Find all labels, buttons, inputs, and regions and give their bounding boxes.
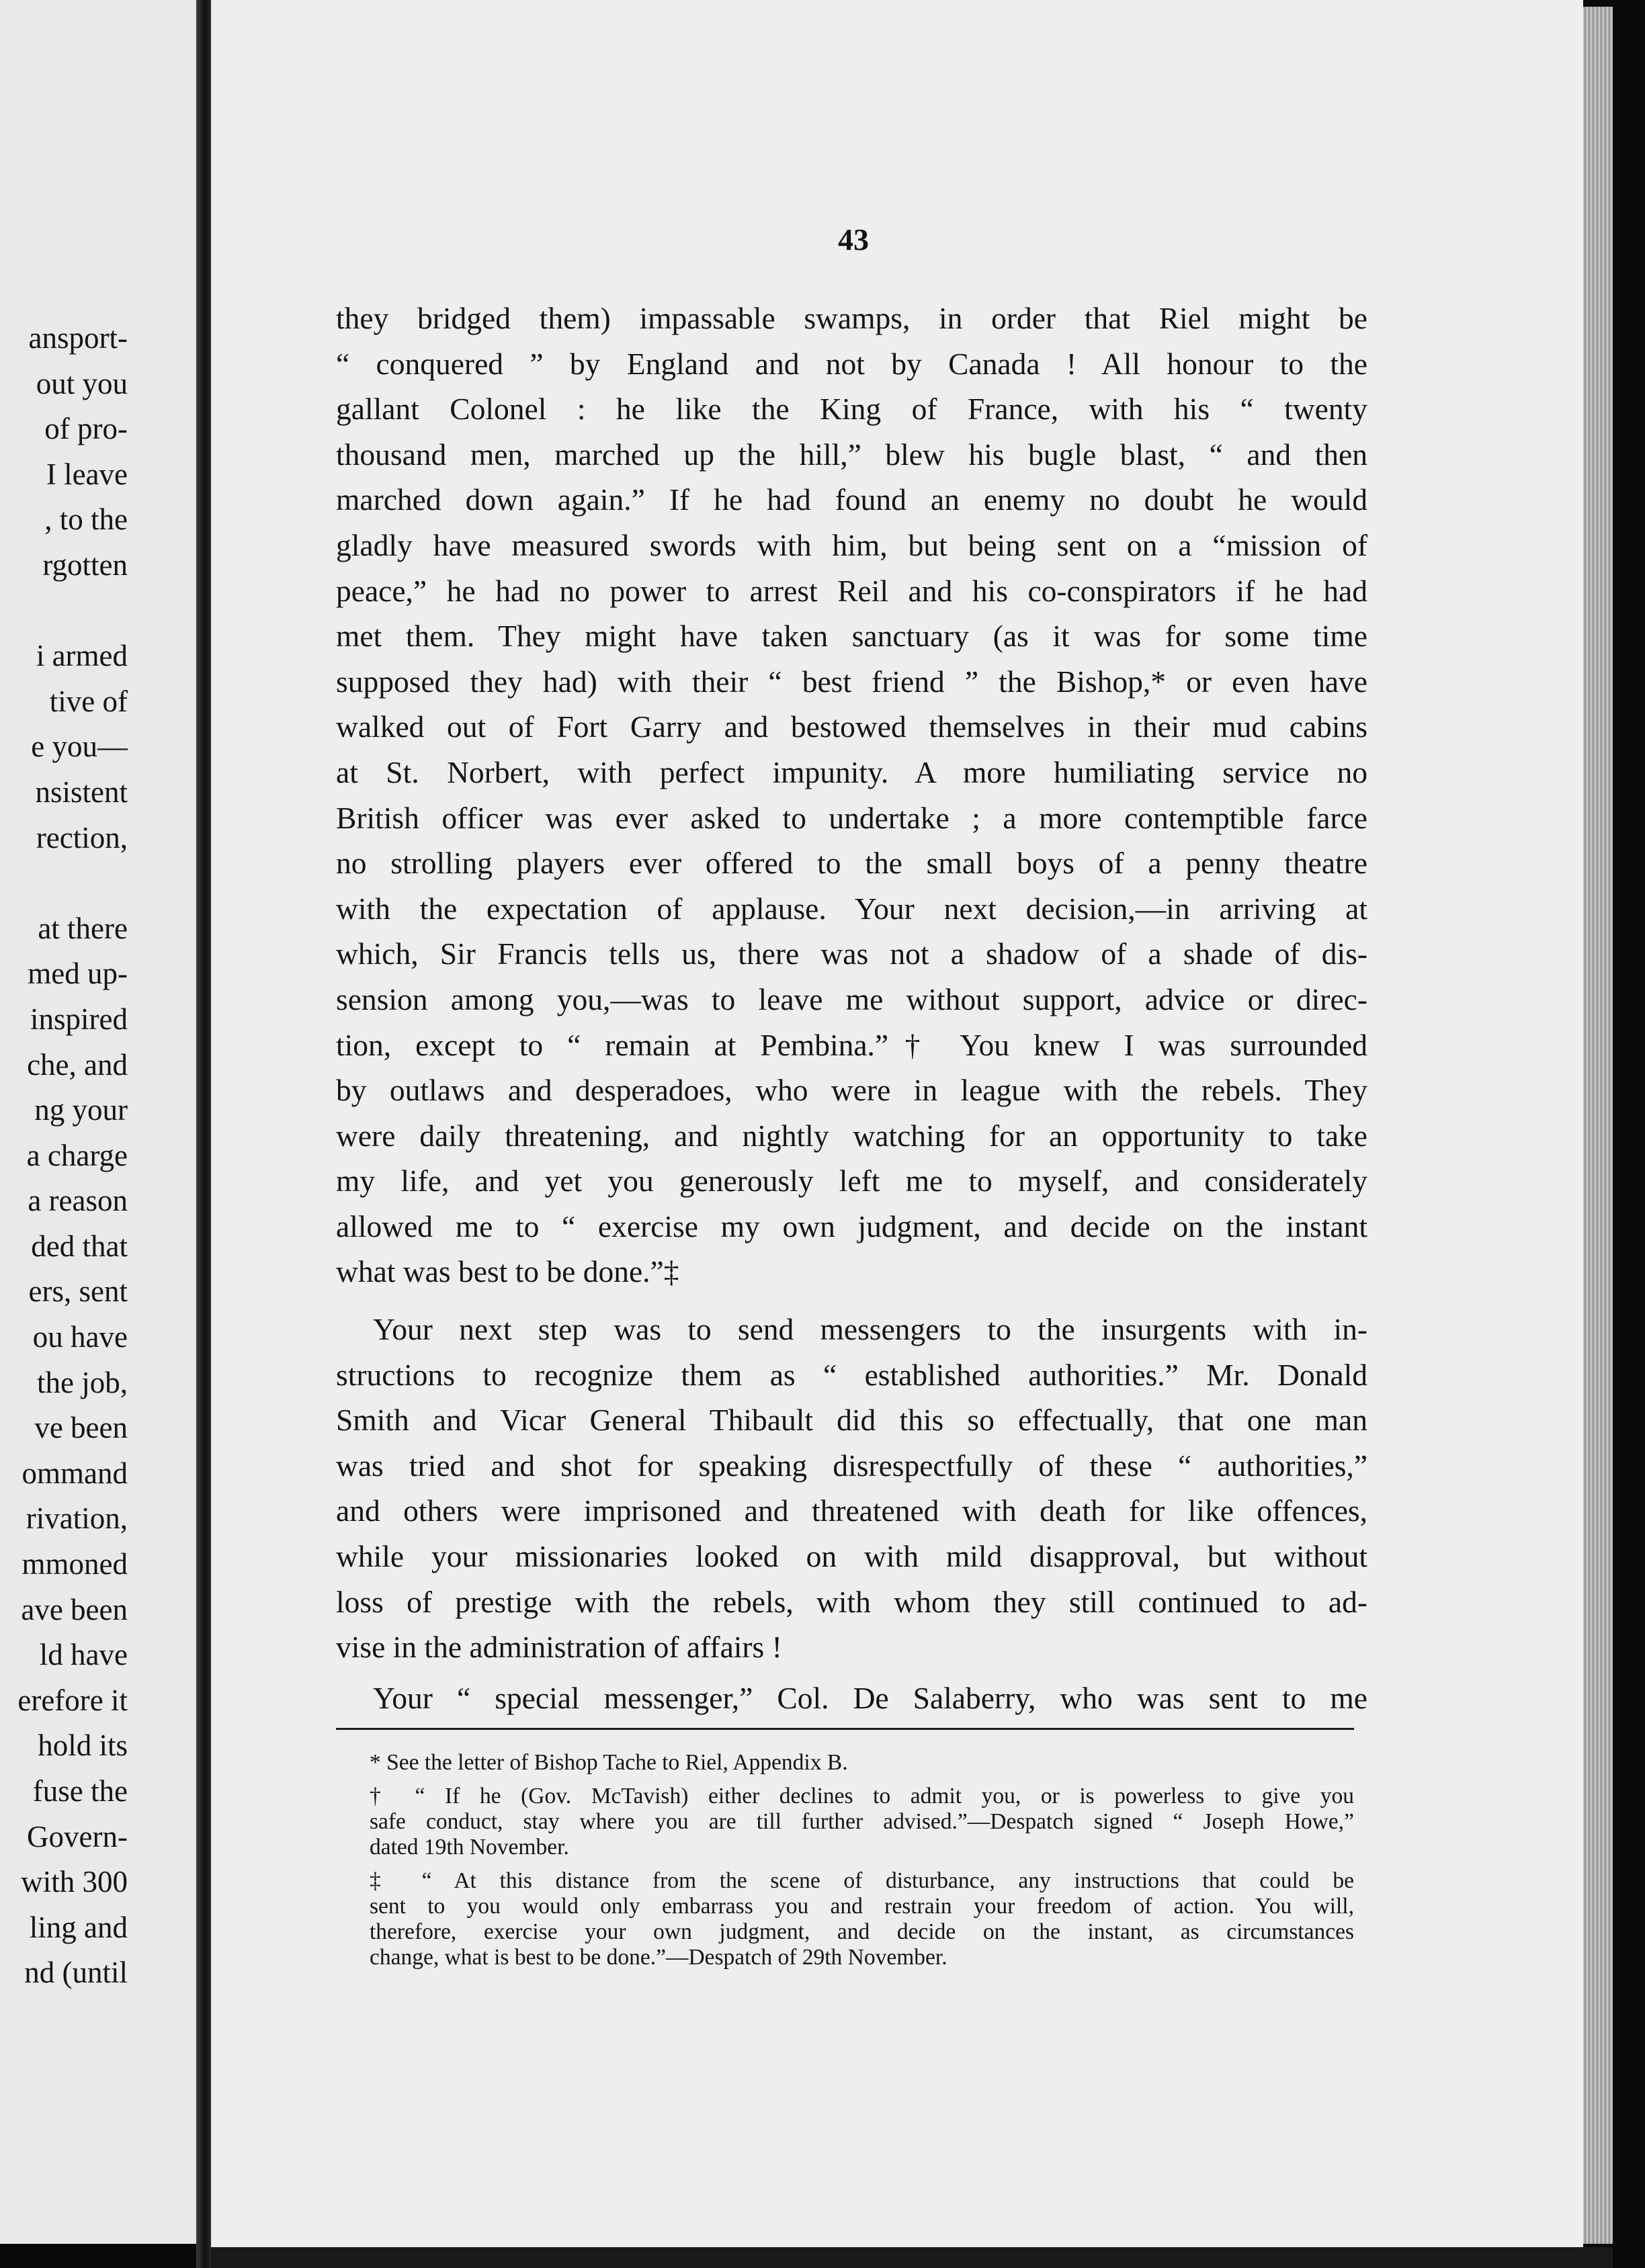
footnote-line: sent to you would only embarrass you and restrain your freedom of action. You will, [370, 1894, 1354, 1919]
left-page-line: ers, sent [28, 1274, 128, 1309]
left-page-line: the job, [37, 1365, 128, 1399]
paragraph-1 [336, 296, 1367, 1295]
text-line: loss of prestige with the rebels, with whom they still continued to ad- [336, 1584, 1367, 1619]
left-page-line: out you [36, 366, 128, 400]
text-line: thousand men, marched up the hill,” blew his bugle blast, “ and then [336, 437, 1367, 472]
left-page-line [0, 588, 134, 634]
footnote-line: † “ If he (Gov. McTavish) either declines to admit you, or is powerless to give you [370, 1784, 1354, 1808]
left-page-fragment [0, 0, 196, 2244]
left-page-line: fuse the [32, 1774, 128, 1808]
text-line: by outlaws and desperadoes, who were in league with the rebels. They [336, 1073, 1367, 1108]
page-number: 43 [838, 222, 869, 257]
left-page-line: ou have [32, 1320, 128, 1354]
text-line: supposed they had) with their “ best friend ” the Bishop,* or even have [336, 664, 1367, 699]
body-text [336, 296, 1367, 1720]
paragraph-2 [336, 1307, 1367, 1670]
left-page-line: inspired [30, 1002, 128, 1036]
book-gutter [196, 0, 211, 2268]
text-line: allowed me to “ exercise my own judgment, and decide on the instant [336, 1209, 1367, 1244]
footnote-line: therefore, exercise your own judgment, and decide on the instant, as circumstances [370, 1919, 1354, 1944]
page-edges [1583, 7, 1613, 2244]
text-line: which, Sir Francis tells us, there was not a shadow of a shade of dis- [336, 936, 1367, 971]
text-line: and others were imprisoned and threatened with death for like offences, [336, 1493, 1367, 1528]
footnote-bishop-tache [370, 1750, 1354, 1776]
text-line: no strolling players ever offered to the small boys of a penny theatre [336, 846, 1367, 881]
left-page-line: e you— [31, 730, 128, 764]
left-page-line: of pro- [44, 412, 128, 446]
text-line: sension among you,—was to leave me without support, advice or direc- [336, 982, 1367, 1016]
text-line: was tried and shot for speaking disrespectfully of these “ authorities,” [336, 1448, 1367, 1483]
footnote-line: * See the letter of Bishop Tache to Riel, Appendix B. [370, 1750, 848, 1775]
text-line: they bridged them) impassable swamps, in order that Riel might be [336, 301, 1367, 335]
footnote-line: ‡ “ At this distance from the scene of disturbance, any instructions that could be [370, 1868, 1354, 1893]
left-page-line: rivation, [26, 1501, 128, 1536]
left-page-line: ve been [34, 1411, 128, 1445]
left-page-line: nd (until [24, 1956, 128, 1990]
left-page-line: , to the [44, 503, 128, 537]
text-line: marched down again.” If he had found an enemy no doubt he would [336, 482, 1367, 517]
footnote-line: dated 19th November. [370, 1835, 569, 1860]
text-line: while your missionaries looked on with mild disapproval, but without [336, 1539, 1367, 1574]
left-page-line: rgotten [42, 548, 128, 582]
left-page-text [0, 316, 134, 1996]
left-page-line: med up- [28, 957, 128, 991]
left-page-line: tive of [49, 684, 128, 718]
left-page-line: erefore it [17, 1683, 128, 1717]
text-line: Your “ special messenger,” Col. De Salaberry, who was sent to me [373, 1680, 1367, 1715]
text-line: Smith and Vicar General Thibault did this so effectually, that one man [336, 1403, 1367, 1438]
book-bottom-edge [211, 2247, 1613, 2268]
left-page-line: ld have [39, 1638, 128, 1672]
left-page-line: ave been [21, 1592, 128, 1626]
text-line: “ conquered ” by England and not by Canada ! All honour to the [336, 346, 1367, 381]
left-page-line: with 300 [21, 1865, 128, 1899]
left-page-line: a charge [26, 1138, 128, 1172]
text-line: my life, and yet you generously left me to myself, and considerately [336, 1164, 1367, 1198]
text-line: peace,” he had no power to arrest Reil and his co-conspirators if he had [336, 573, 1367, 608]
left-page-line: ommand [22, 1456, 128, 1490]
paragraph-3 [336, 1675, 1367, 1721]
left-page-line: Govern- [27, 1819, 128, 1853]
left-page-line: ded that [31, 1229, 128, 1263]
left-page-line: mmoned [22, 1547, 128, 1581]
left-page-line: ng your [34, 1093, 128, 1127]
left-page-line: ling and [29, 1910, 128, 1944]
text-line: what was best to be done.”‡ [336, 1254, 679, 1289]
left-page-line: i armed [36, 639, 128, 673]
text-line: gladly have measured swords with him, but being sent on a “mission of [336, 527, 1367, 562]
text-line: were daily threatening, and nightly watching for an opportunity to take [336, 1118, 1367, 1153]
text-line: tion, except to “ remain at Pembina.”† You knew I was surrounded [336, 1027, 1367, 1062]
left-page-line: che, and [27, 1047, 128, 1082]
footnote-rule [336, 1728, 1354, 1730]
text-line: with the expectation of applause. Your next decision,—in arriving at [336, 891, 1367, 926]
footnote-line: change, what is best to be done.”—Despatch of 29th November. [370, 1945, 947, 1970]
left-page-line: at there [38, 911, 128, 945]
left-page-line [0, 861, 134, 906]
footnote-joseph-howe [370, 1784, 1354, 1860]
text-line: walked out of Fort Garry and bestowed themselves in their mud cabins [336, 709, 1367, 744]
left-page-line: nsistent [35, 775, 128, 809]
left-page-line: hold its [38, 1729, 128, 1763]
left-page-line: I leave [46, 457, 128, 491]
text-line: gallant Colonel : he like the King of France, with his “ twenty [336, 392, 1367, 427]
footnote-line: safe conduct, stay where you are till further advised.”—Despatch signed “ Joseph Howe,” [370, 1809, 1354, 1834]
text-line: British officer was ever asked to undertake ; a more contemptible farce [336, 800, 1367, 835]
text-line: structions to recognize them as “ established authorities.” Mr. Donald [336, 1357, 1367, 1392]
footnotes [370, 1750, 1354, 1978]
left-page-line: rection, [36, 820, 128, 855]
text-line: Your next step was to send messengers to the insurgents with in- [373, 1312, 1367, 1347]
text-line: met them. They might have taken sanctuary (as it was for some time [336, 619, 1367, 654]
left-page-line: a reason [28, 1184, 128, 1218]
text-line: vise in the administration of affairs ! [336, 1630, 782, 1665]
text-line: at St. Norbert, with perfect impunity. A more humiliating service no [336, 754, 1367, 789]
footnote-despatch-29th [370, 1868, 1354, 1970]
left-page-line: ansport- [28, 321, 128, 355]
